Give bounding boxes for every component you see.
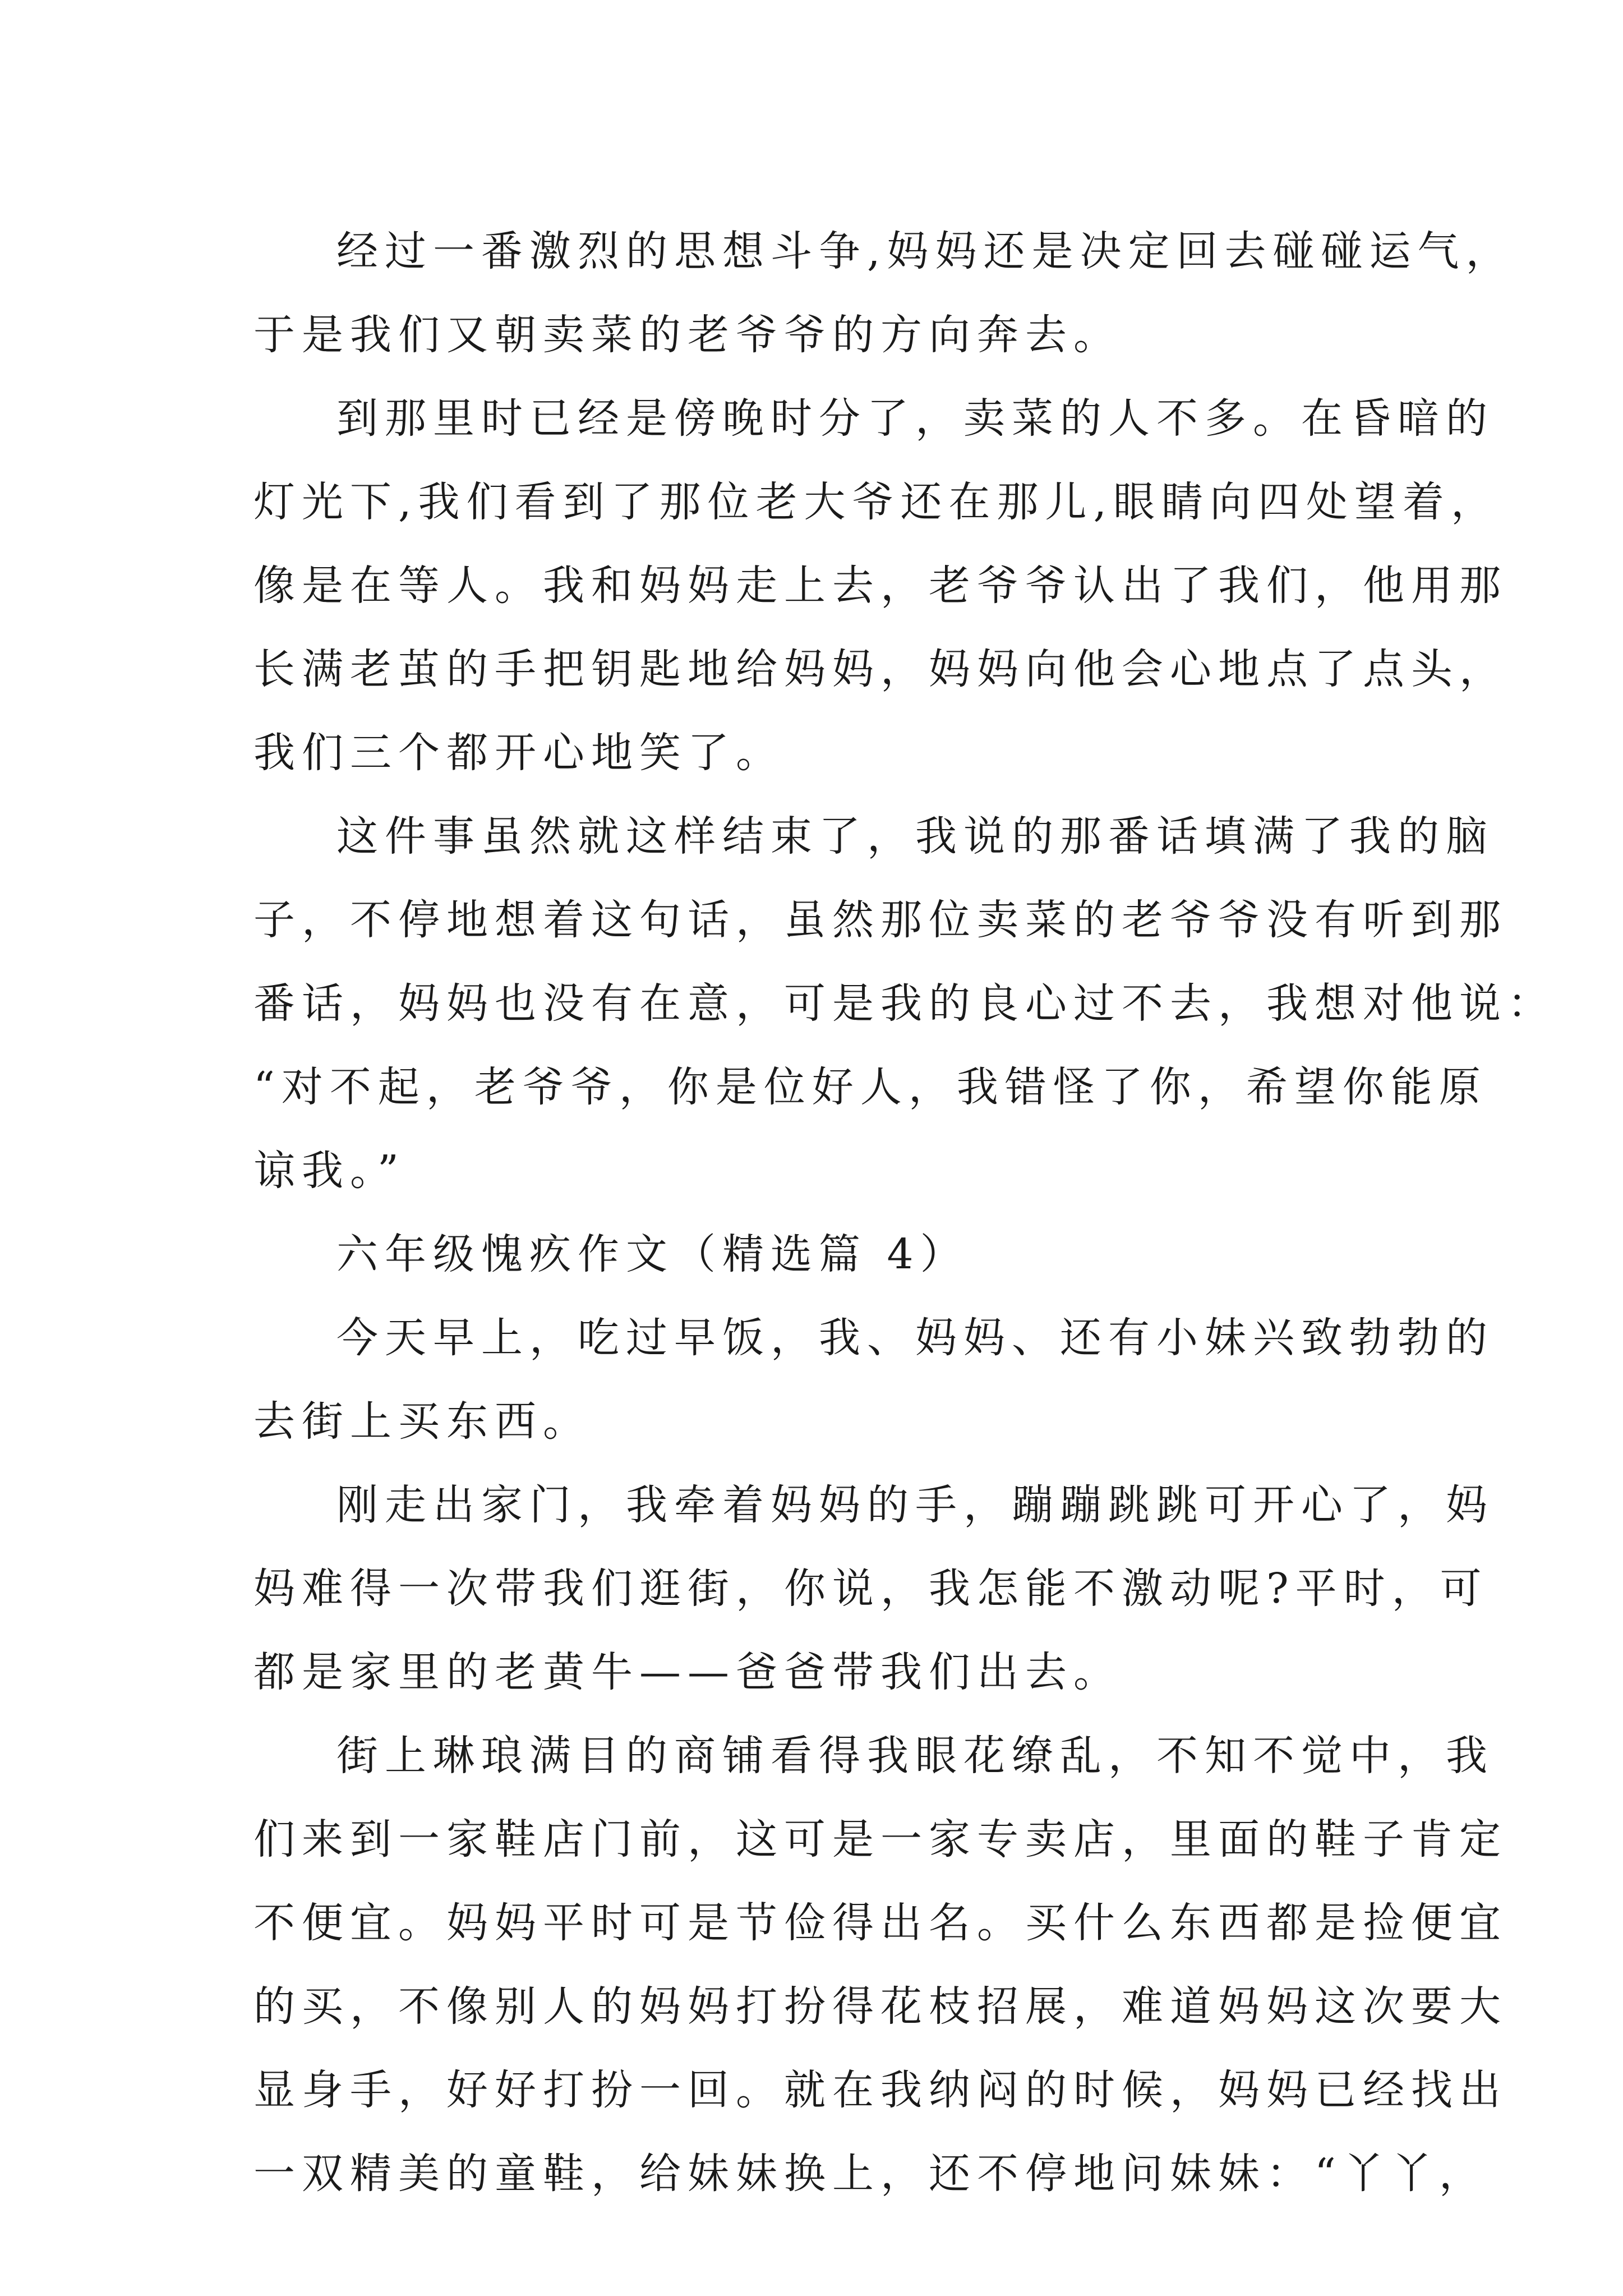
text-line: 都是家里的老黄牛——爸爸带我们出去。 [253,1648,1122,1696]
text-line: 去街上买东西。 [253,1397,591,1446]
section-heading: 六年级愧疚作文（精选篇 4） [336,1230,969,1278]
text-line: 妈难得一次带我们逛街，你说，我怎能不激动呢?平时，可 [253,1565,1488,1613]
text-line: 到那里时已经是傍晚时分了，卖菜的人不多。在昏暗的 [336,394,1494,443]
text-line: 于是我们又朝卖菜的老爷爷的方向奔去。 [253,311,1122,359]
text-line: 我们三个都开心地笑了。 [253,729,784,777]
text-line: 番话，妈妈也没有在意，可是我的良心过不去，我想对他说： [253,979,1556,1028]
text-line: 刚走出家门，我牵着妈妈的手，蹦蹦跳跳可开心了，妈 [336,1481,1494,1529]
text-line: 这件事虽然就这样结束了，我说的那番话填满了我的脑 [336,812,1494,861]
text-line: 谅我。” [253,1147,405,1195]
text-line: 显身手，好好打扮一回。就在我纳闷的时候，妈妈已经找出 [253,2066,1507,2114]
text-line: 子，不停地想着这句话，虽然那位卖菜的老爷爷没有听到那 [253,896,1507,944]
text-line: 今天早上，吃过早饭，我、妈妈、还有小妹兴致勃勃的 [336,1314,1494,1362]
text-line: 们来到一家鞋店门前，这可是一家专卖店，里面的鞋子肯定 [253,1815,1507,1864]
essay-body [253,210,1556,2216]
text-line: 像是在等人。我和妈妈走上去，老爷爷认出了我们，他用那 [253,562,1507,610]
text-line: 一双精美的童鞋，给妹妹换上，还不停地问妹妹：“丫丫， [253,2150,1487,2198]
text-line: “对不起，老爷爷，你是位好人，我错怪了你，希望你能原 [253,1063,1487,1111]
text-line: 街上琳琅满目的商铺看得我眼花缭乱，不知不觉中，我 [336,1732,1494,1780]
text-line: 不便宜。妈妈平时可是节俭得出名。买什么东西都是捡便宜 [253,1899,1507,1947]
text-line: 灯光下,我们看到了那位老大爷还在那儿,眼睛向四处望着， [253,478,1500,526]
text-line: 长满老茧的手把钥匙地给妈妈，妈妈向他会心地点了点头， [253,645,1507,693]
text-line: 的买，不像别人的妈妈打扮得花枝招展，难道妈妈这次要大 [253,1982,1507,2031]
text-line: 经过一番激烈的思想斗争,妈妈还是决定回去碰碰运气， [336,227,1514,275]
